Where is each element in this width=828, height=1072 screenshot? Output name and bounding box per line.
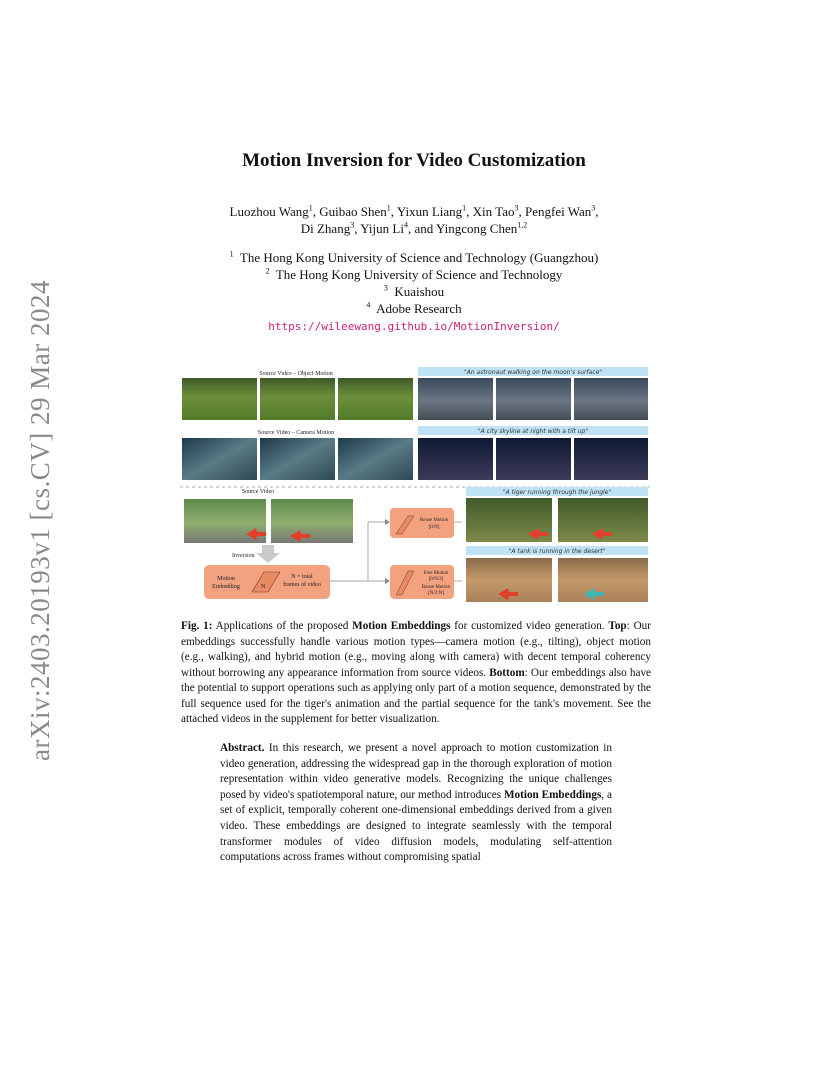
prompt-astronaut: "An astronaut walking on the moon's surface" [463, 369, 603, 376]
project-url-link[interactable]: https://wileewang.github.io/MotionInversion/ [268, 320, 560, 333]
abstract-label: Abstract. [220, 742, 265, 754]
generated-frame-astronaut-1 [418, 378, 493, 420]
affiliation-item: $^1$ The Hong Kong University of Science and Technology (Guangzhou) [229, 249, 599, 265]
author-conjunction: and [414, 221, 434, 236]
source-frame-camera-1 [182, 438, 257, 480]
source-frame-object-3 [338, 378, 413, 420]
author-affiliation-mark: 1 [386, 203, 391, 213]
affiliation-item: $^3$ Kuaishou [383, 283, 445, 299]
connector-arrowhead-icon [385, 578, 390, 584]
source-frame-object-2 [260, 378, 335, 420]
paper-title: Motion Inversion for Video Customization [242, 150, 586, 171]
label-reuse-half-range: [N/2:N] [428, 591, 444, 596]
author-name: Yixun Liang [396, 204, 463, 219]
author-affiliation-mark: 1,2 [517, 220, 528, 230]
author-name: Pengfei Wan [525, 204, 592, 219]
prompt-tank: "A tank is running in the desert" [508, 548, 606, 555]
label-n-total: N = total [291, 574, 313, 580]
author-affiliation-mark: 4 [403, 220, 408, 230]
label-reuse-full-range: [0:N] [428, 525, 440, 530]
affiliation-item: $^2$ The Hong Kong University of Science and Technology [265, 266, 563, 282]
label-free-motion: Free Motion [423, 571, 449, 576]
label-reuse-full: Reuse Motion [419, 518, 449, 523]
label-embedding: Embedding [212, 584, 240, 590]
label-camera-motion: Source Video – Camera Motion [257, 430, 335, 436]
source-frame-object-1 [182, 378, 257, 420]
generated-frame-city-3 [574, 438, 648, 480]
label-source-video: Source Video [241, 489, 275, 495]
prompt-city: "A city skyline at night with a tilt up" [477, 428, 589, 435]
label-inversion: Inversion [232, 553, 255, 559]
authors-line-2: Di Zhang$^3$, Yijun Li$^4$, and Yingcong Chen$^{1,2}$ [300, 220, 528, 236]
label-frames-of-video: frames of video [283, 582, 321, 588]
source-frame-car-2 [271, 499, 353, 543]
source-frame-camera-3 [338, 438, 413, 480]
generated-frame-city-1 [418, 438, 493, 480]
inversion-down-arrow-icon [256, 545, 280, 563]
author-name: Yijun Li [360, 221, 404, 236]
generated-frame-city-2 [496, 438, 571, 480]
caption-label: Fig. 1: [181, 620, 213, 632]
author-affiliation-mark: 3 [514, 203, 519, 213]
author-affiliation-mark: 1 [462, 203, 467, 213]
label-n: N [261, 584, 266, 590]
author-affiliation-mark: 1 [308, 203, 313, 213]
source-frame-camera-2 [260, 438, 335, 480]
author-name: Xin Tao [472, 204, 515, 219]
author-name: Luozhou Wang [229, 204, 309, 219]
prompt-tiger: "A tiger running through the jungle" [502, 489, 612, 496]
connector-arrowhead-icon [385, 519, 390, 525]
authors-line-1: Luozhou Wang$^1$, Guibao Shen$^1$, Yixun Liang$^1$, Xin Tao$^3$, Pengfei Wan$^3$, [229, 203, 599, 219]
figure-caption: Fig. 1: Applications of the proposed Motion Embeddings for customized video generation. Top: Our embeddings successfully handle various motion types—camera motion (e.g., tilting), object motion (e.g., walking), and hybrid motion (e.g., moving along with camera) with decent temporal coherency without borrowing any appearance information from source videos. Bottom: Our embeddings also have the potential to support operations such as applying only part of a motion sequence, demonstrated by the full sequence used for the tiger's animation and the partial sequence for the tank's movement. See the attached videos in the supplement for better visualization. [181, 620, 651, 725]
affiliation-item: $^4$ Adobe Research [366, 300, 462, 316]
author-name: Guibao Shen [319, 204, 387, 219]
figure-1 [180, 362, 650, 607]
author-affiliation-mark: 3 [591, 203, 596, 213]
author-name: Di Zhang [300, 221, 351, 236]
label-motion: Motion [217, 576, 235, 582]
label-object-motion: Source Video – Object Motion [259, 371, 333, 377]
label-reuse-half: Reuse Motion [421, 585, 451, 590]
affiliations-list [0, 249, 828, 335]
author-affiliation-mark: 3 [350, 220, 355, 230]
generated-frame-astronaut-2 [496, 378, 571, 420]
author-name: Yingcong Chen [436, 221, 518, 236]
abstract: Abstract. In this research, we present a novel approach to motion customization in video generation, addressing the widespread gap in the thorough exploration of motion representation within video generative models. Recognizing the unique challenges posed by video's spatiotemporal nature, our method introduces Motion Embeddings, a set of explicit, temporally coherent one-dimensional embeddings derived from a given video. These embeddings are designed to integrate seamlessly with the temporal transformer modules of video diffusion models, modulating self-attention computations across frames without compromising spatial [220, 742, 612, 864]
generated-frame-astronaut-3 [574, 378, 648, 420]
label-free-motion-range: [0:N/2] [428, 577, 444, 582]
project-url-line [0, 317, 828, 335]
arxiv-identifier-text: arXiv:2403.20193v1 [cs.CV] 29 Mar 2024 [24, 279, 55, 761]
arxiv-side-identifier [22, 280, 58, 760]
